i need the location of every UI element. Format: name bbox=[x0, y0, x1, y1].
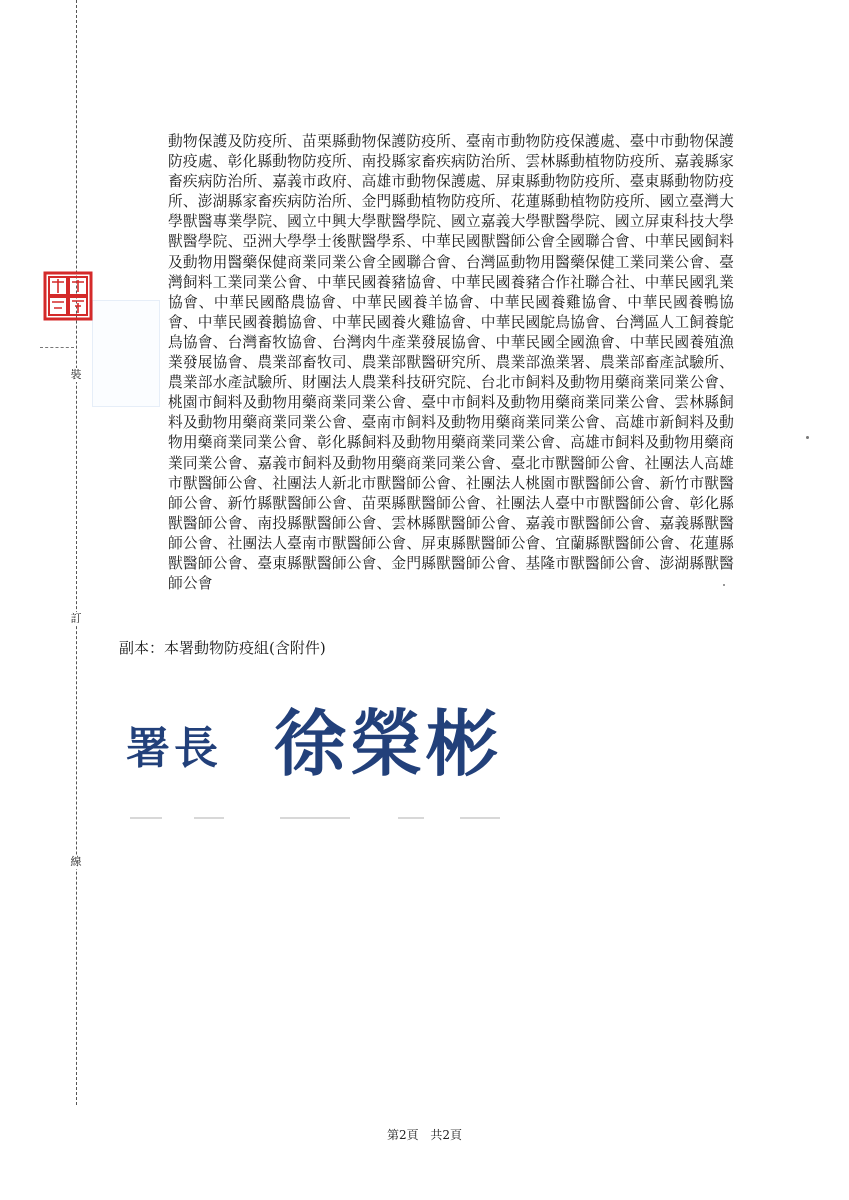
faint-dash-marks bbox=[130, 816, 530, 820]
scan-speck bbox=[806, 436, 809, 439]
page-total: 共2頁 bbox=[430, 1128, 463, 1142]
binding-dashed-line bbox=[76, 0, 77, 1105]
scan-speck bbox=[723, 584, 725, 586]
signature-stamp bbox=[126, 700, 546, 790]
signature-name: 徐榮彬 bbox=[274, 702, 503, 786]
red-seal-stamp bbox=[42, 270, 94, 322]
page-footer bbox=[0, 1126, 849, 1143]
carbon-copy-line: 副本：本署動物防疫組(含附件) bbox=[119, 639, 326, 657]
page-number: 第2頁 bbox=[386, 1128, 419, 1142]
faint-stamp-area bbox=[92, 300, 160, 407]
binding-mark-ding: 訂 bbox=[64, 612, 88, 626]
binding-mark-zhuang: 裝 bbox=[64, 368, 88, 382]
binding-mark-xian: 線 bbox=[64, 855, 88, 869]
binding-edge-tick bbox=[40, 347, 74, 348]
recipient-list: 動物保護及防疫所、苗栗縣動物保護防疫所、臺南市動物防疫保護處、臺中市動物保護防疫處、彰化縣動物防疫所、南投縣家畜疾病防治所、雲林縣動植物防疫所、嘉義縣家畜疾病防治所、嘉義市政府、高雄市動物保護處、屏東縣動物防疫所、臺東縣動物防疫所、澎湖縣家畜疾病防治所、金門縣動植物防疫所、花蓮縣動植物防疫所、國立臺灣大學獸醫專業學院、國立中興大學獸醫學院、國立嘉義大學獸醫學院、國立屏東科技大學獸醫學院、亞洲大學學士後獸醫學系、中華民國獸醫師公會全國聯合會、中華民國飼料及動物用醫藥保健商業同業公會全國聯合會、台灣區動物用醫藥保健工業同業公會、臺灣飼料工業同業公會、中華民國養豬協會、中華民國養豬合作社聯合社、中華民國乳業協會、中華民國酪農協會、中華民國養羊協會、中華民國養雞協會、中華民國養鴨協會、中華民國養鵝協會、中華民國養火雞協會、中華民國鴕鳥協會、台灣區人工飼養鴕鳥協會、台灣畜牧協會、台灣肉牛產業發展協會、中華民國全國漁會、中華民國養殖漁業發展協會、農業部畜牧司、農業部獸醫研究所、農業部漁業署、農業部畜產試驗所、農業部水產試驗所、財團法人農業科技研究院、台北市飼料及動物用藥商業同業公會、桃園市飼料及動物用藥商業同業公會、臺中市飼料及動物用藥商業同業公會、雲林縣飼料及動物用藥商業同業公會、臺南市飼料及動物用藥商業同業公會、高雄市新飼料及動物用藥商業同業公會、彰化縣飼料及動物用藥商業同業公會、高雄市飼料及動物用藥商業同業公會、嘉義市飼料及動物用藥商業同業公會、臺北市獸醫師公會、社團法人高雄市獸醫師公會、社團法人新北市獸醫師公會、社團法人桃園市獸醫師公會、新竹市獸醫師公會、新竹縣獸醫師公會、苗栗縣獸醫師公會、社團法人臺中市獸醫師公會、彰化縣獸醫師公會、南投縣獸醫師公會、雲林縣獸醫師公會、嘉義市獸醫師公會、嘉義縣獸醫師公會、社團法人臺南市獸醫師公會、屏東縣獸醫師公會、宜蘭縣獸醫師公會、花蓮縣獸醫師公會、臺東縣獸醫師公會、金門縣獸醫師公會、基隆市獸醫師公會、澎湖縣獸醫師公會 bbox=[168, 133, 734, 593]
signature-title: 署長 bbox=[126, 723, 222, 774]
